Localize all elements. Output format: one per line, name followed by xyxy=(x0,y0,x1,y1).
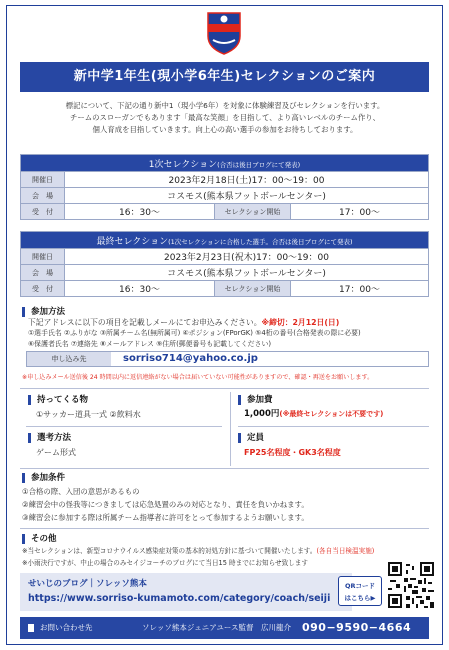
intro-text: 標記について、下記の通り新中1（現小学6年）を対象に体験練習及びセレクションを行います。 チームのスローガンでもあります「最高な笑顔」を目指して、より高いレベルのチーム作り、 個人育成を目指していきます。向上心の高い選手の参加をお待ちしております。 xyxy=(65,101,385,134)
venue-label: 会 場 xyxy=(21,188,65,204)
reception-label: 受 付 xyxy=(21,281,65,297)
apply-note: ※申し込みメール送信後 24 時間以内に返信連絡がない場合は届いていない可能性がありますので、確認・再送をお願いします。 xyxy=(22,374,374,381)
sorriso-logo xyxy=(205,10,243,56)
apply-address-box xyxy=(26,351,429,367)
divider xyxy=(238,426,429,427)
selection1-table xyxy=(20,154,429,220)
fee-heading: 参加費 xyxy=(238,395,273,405)
selection1-header: 1次セレクション(合否は後日ブログにて発表) xyxy=(21,155,429,172)
conditions-heading: 参加条件 xyxy=(22,473,65,483)
start-label: セレクション開始 xyxy=(215,204,291,220)
fee-text: 1,000円(※最終セレクションは不要です) xyxy=(244,409,384,419)
divider xyxy=(20,528,429,529)
contact-label: お問い合わせ先 xyxy=(40,623,93,632)
items-text: ①サッカー道具一式 ②飲料水 xyxy=(36,410,141,419)
method-heading: 選考方法 xyxy=(28,433,71,443)
divider xyxy=(20,388,429,389)
other-line-1: ※当セレクションは、新型コロナウイルス感染症対策の基本的対処方針に基づいて開催いたします。(各自当日検温実施) xyxy=(22,547,375,555)
selection2-table xyxy=(20,231,429,297)
selection2-venue: コスモス(熊本県フットボールセンター) xyxy=(65,265,429,281)
selection2-header: 最終セレクション(1次セレクションに合格した選手。合否は後日ブログにて発表) xyxy=(21,232,429,249)
date-label: 開催日 xyxy=(21,249,65,265)
apply-fields-2: ⑥保護者氏名 ⑦連絡先 ⑧メールアドレス ⑨住所(郵便番号も記載してください) xyxy=(28,340,272,348)
other-heading: その他 xyxy=(22,534,57,544)
divider xyxy=(26,426,222,427)
reception-label: 受 付 xyxy=(21,204,65,220)
condition-3: ③練習会に参加する際は所属チーム指導者に許可をとって参加するようお願いします。 xyxy=(22,513,309,522)
page-title: 新中学1年生(現小学6年生)セレクションのご案内 xyxy=(20,62,429,92)
contact-band xyxy=(20,617,429,639)
contact-phone-link[interactable]: 090−9590−4664 xyxy=(302,621,412,634)
apply-fields-1: ①選手氏名 ②ふりがな ③所属チーム名(無所属可) ④ポジション(FPorGK) ⑤4桁の番号(合格発表の際に必要) xyxy=(28,329,361,337)
start-label: セレクション開始 xyxy=(215,281,291,297)
selection1-venue: コスモス(熊本県フットボールセンター) xyxy=(65,188,429,204)
other-line-2: ※小雨決行ですが、中止の場合のみセイジコーチのブログにて当日15 時までにお知らせ致します xyxy=(22,559,308,567)
capacity-text: FP25名程度・GK3名程度 xyxy=(244,448,341,457)
condition-2: ②練習会中の怪我等につきましては応急処置のみの対応となり、責任を負いかねます。 xyxy=(22,500,309,509)
condition-1: ①合格の際、入団の意思があるもの xyxy=(22,487,140,496)
qr-code-button[interactable]: QRコード はこちら▶ xyxy=(338,576,382,606)
selection2-start: 17：00〜 xyxy=(291,281,429,297)
items-heading: 持ってくる物 xyxy=(28,395,88,405)
capacity-heading: 定員 xyxy=(238,433,264,443)
divider xyxy=(230,392,231,466)
venue-label: 会 場 xyxy=(21,265,65,281)
apply-heading: 参加方法 xyxy=(22,307,65,317)
blog-title: せいじのブログ｜ソレッソ熊本 xyxy=(28,579,147,589)
divider xyxy=(20,468,429,469)
selection2-date: 2023年2月23日(祝木)17：00〜19：00 xyxy=(65,249,429,265)
contact-name: ソレッソ熊本ジュニアユース監督 広川龍介 xyxy=(142,623,292,632)
square-bullet-icon xyxy=(28,624,34,632)
selection2-reception: 16：30〜 xyxy=(65,281,215,297)
selection1-date: 2023年2月18日(土)17：00〜19：00 xyxy=(65,172,429,188)
blog-box xyxy=(20,573,352,611)
blog-url-link[interactable]: https://www.sorriso-kumamoto.com/category/coach/seiji xyxy=(28,593,331,604)
date-label: 開催日 xyxy=(21,172,65,188)
apply-instructions: 下記アドレスに以下の項目を記載しメールにてお申込みください。※締切：2月12日(日) xyxy=(28,318,340,327)
method-text: ゲーム形式 xyxy=(36,448,76,457)
apply-address-label: 申し込み先 xyxy=(27,352,111,366)
selection1-reception: 16：30〜 xyxy=(65,204,215,220)
qr-code-icon[interactable] xyxy=(388,562,434,608)
selection1-start: 17：00〜 xyxy=(291,204,429,220)
apply-email-link[interactable]: sorriso714@yahoo.co.jp xyxy=(123,353,258,364)
